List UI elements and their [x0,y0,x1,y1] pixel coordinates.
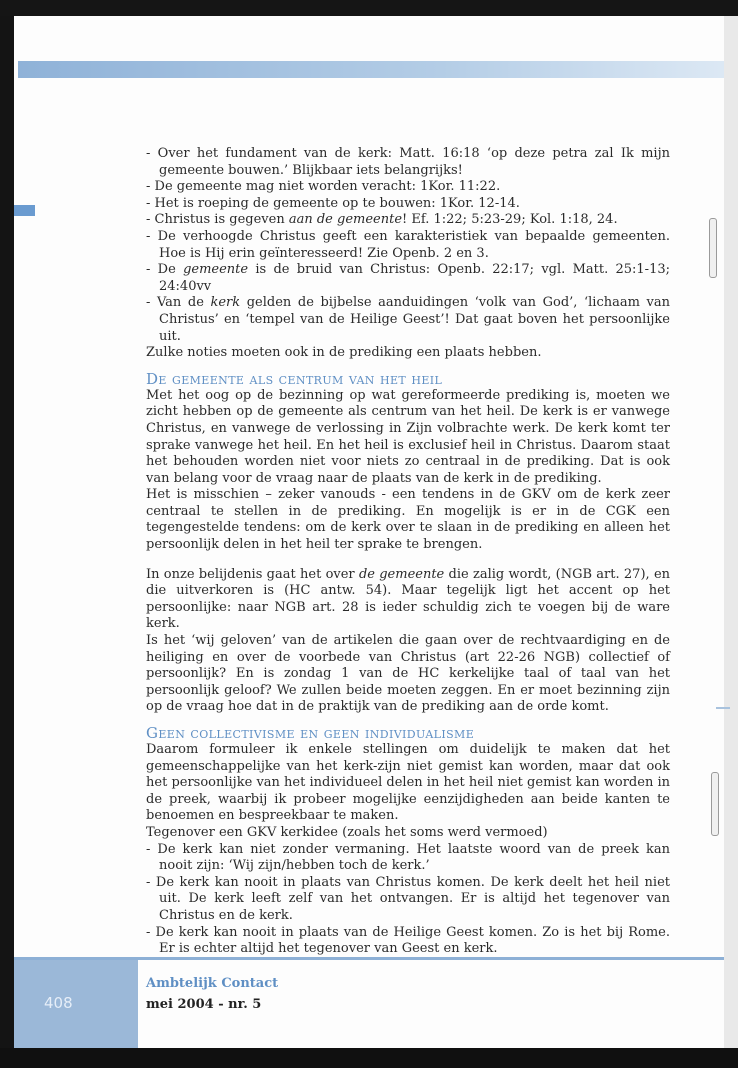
scan-border-right [724,16,738,1050]
bullet-dash: - [146,195,155,211]
scan-border-left [0,16,14,1050]
list-item: - De kerk kan nooit in plaats van Christus komen. De kerk deelt het heil niet uit. De kerk leeft zelf van het ontvangen. Er is altijd het tegenover van Christus en de kerk. [146,874,670,923]
paragraph: Is het ‘wij geloven’ van de artikelen die gaan over de rechtvaardiging en de heiliging en over de voorbede van Christus (art 22-26 NGB) collectief of persoonlijk? En is zondag 1 van de HC kerkelijke taal of taal van het persoonlijk geloof? We zullen beide moeten zeggen. En er moet bezinning zijn op de vraag hoe dat in de praktijk van de prediking aan de orde komt. [146,633,670,715]
article-body [146,146,670,958]
list-item: - De kerk kan niet zonder vermaning. Het laatste woord van de preek kan nooit zijn: ‘Wij zijn/hebben toch de kerk.’ [146,841,670,874]
list-item: - Van de kerk gelden de bijbelse aanduidingen ‘volk van God’, ‘lichaam van Christus’ en ‘tempel van de Heilige Geest’! Dat gaat boven het persoonlijke uit. [146,295,670,344]
header-color-band [18,61,724,78]
list-item: - Het is roeping de gemeente op te bouwen: 1Kor. 12-14. [146,195,520,211]
paragraph-gap [146,554,670,567]
list-item: - Over het fundament van de kerk: Matt. 16:18 ‘op deze petra zal Ik mijn gemeente bouwen.’ Blijkbaar iets belangrijks! [146,146,670,178]
bullet-dash: - [146,262,158,278]
footer-color-band [14,960,138,1048]
bullet-dash: - [146,179,155,195]
list-item: - De gemeente is de bruid van Christus: Openb. 22:17; vgl. Matt. 25:1-13; 24:40vv [146,262,670,294]
paragraph: Daarom formuleer ik enkele stellingen om duidelijk te maken dat het gemeenschappelijke van het kerk-zijn niet gemist kan worden, maar dat ook het persoonlijke van het individueel delen in het heil niet gemist kan worden in de preek, waarbij ik probeer mogelijke eenzijdigheden aan beide kanten te benoemen en bespreekbaar te maken. [146,742,670,824]
paragraph: Met het oog op de bezinning op wat gereformeerde prediking is, moeten we zicht hebben op de gemeente als centrum van het heil. De kerk is er vanwege Christus, en vanwege de verlossing in Zijn volbrachte werk. De kerk komt ter sprake vanwege het heil. En het heil is exclusief heil in Christus. Daarom staat het behouden worden niet voor niets zo centraal in de prediking. Dat is ook van belang voor de vraag naar de plaats van de kerk in de prediking. [146,387,670,486]
binder-hole-bottom [711,772,719,836]
bullet-dash: - [146,924,156,940]
binder-hole-top [709,218,717,278]
bullet-dash: - [146,228,158,244]
scan-border-bottom [0,1048,738,1068]
section-heading: Geen collectivisme en geen individualisme [146,724,475,742]
list-item: - De kerk kan nooit in plaats van de Heilige Geest komen. Zo is het bij Rome. Er is echter altijd het tegenover van Geest en kerk. [146,924,670,957]
scan-border-top [0,0,738,16]
left-margin-tab [14,205,35,216]
right-margin-mark [716,707,730,709]
bullet-dash: - [146,874,156,890]
paragraph: Zulke noties moeten ook in de prediking een plaats hebben. [146,345,542,361]
list-item: - De gemeente mag niet worden veracht: 1Kor. 11:22. [146,179,501,195]
paragraph: In onze belijdenis gaat het over de gemeente die zalig wordt, (NGB art. 27), en die uitverkoren is (HC antw. 54). Maar tegelijk ligt het accent op het persoonlijke: naar NGB art. 28 is ieder schuldig zich te voegen bij de ware kerk. [146,566,671,632]
bullet-dash: - [146,212,155,228]
bullet-dash: - [146,295,157,311]
intro-bullet-list [146,146,670,345]
paragraph: Het is misschien – zeker vanouds - een tendens in de GKV om de kerk zeer centraal te stellen in de prediking. En mogelijk is er in de CGK een tegengestelde tendens: om de kerk over te slaan in de prediking en alleen het persoonlijk delen in het heil ter sprake te brengen. [146,487,670,553]
thesis-bullet-list [146,842,670,958]
section-heading: De gemeente als centrum van het heil [146,369,443,388]
list-item: - Christus is gegeven aan de gemeente! Ef. 1:22; 5:23-29; Kol. 1:18, 24. [146,212,618,228]
bullet-dash: - [146,841,158,857]
magazine-issue: mei 2004 - nr. 5 [146,997,262,1012]
bullet-dash: - [146,146,158,161]
page-number: 408 [44,994,73,1012]
list-item: - De verhoogde Christus geeft een karakteristiek van bepaalde gemeenten. Hoe is Hij erin geïnteresseerd! Zie Openb. 2 en 3. [146,228,670,261]
paragraph: Tegenover een GKV kerkidee (zoals het soms werd vermoed) [146,824,548,840]
magazine-title: Ambtelijk Contact [146,976,279,991]
